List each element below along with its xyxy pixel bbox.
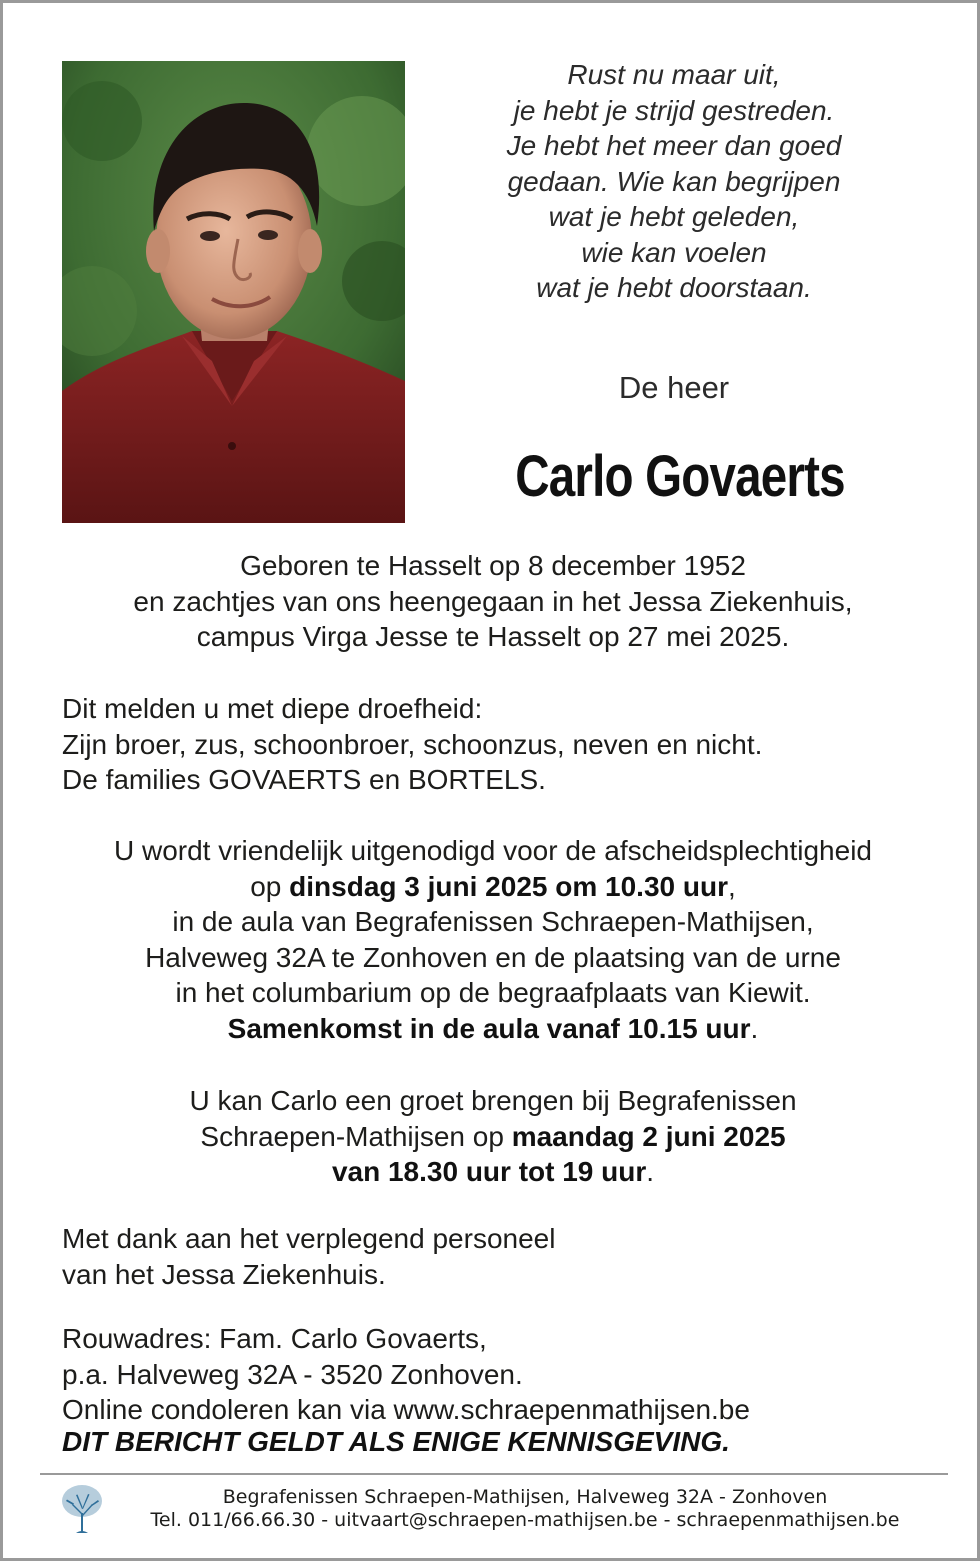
portrait-image (62, 61, 405, 523)
poem-line: wat je hebt doorstaan. (536, 272, 812, 303)
poem-line: Je hebt het meer dan goed (506, 130, 842, 161)
poem-line: je hebt je strijd gestreden. (513, 94, 835, 126)
visit-text: Schraepen-Mathijsen op (200, 1120, 512, 1152)
thanks-line: van het Jessa Ziekenhuis. (62, 1258, 386, 1290)
poem-line: wie kan voelen (581, 236, 767, 268)
ceremony-text: . (750, 1012, 759, 1044)
funeral-home-contact: Tel. 011/66.66.30 - uitvaart@schraepen-mathijsen.be - schraepenmathijsen.be (150, 1509, 900, 1531)
poem-line: gedaan. Wie kan begrijpen (507, 165, 841, 197)
ceremony-date: dinsdag 3 juni 2025 om 10.30 uur (289, 870, 728, 902)
ceremony-line: Halveweg 32A te Zonhoven en de plaatsing van de urne (145, 941, 841, 973)
official-notice: DIT BERICHT GELDT ALS ENIGE KENNISGEVING. (62, 1426, 730, 1457)
poem (455, 57, 893, 306)
announce-line: Zijn broer, zus, schoonbroer, schoonzus, neven en nicht. (62, 728, 763, 760)
portrait-photo (62, 61, 405, 523)
visit-date: maandag 2 juni 2025 (511, 1120, 786, 1152)
birth-line: campus Virga Jesse te Hasselt op 27 mei 2025. (196, 621, 790, 652)
announcement (62, 691, 942, 798)
tree-icon (60, 1483, 104, 1535)
visit-line (43, 1154, 943, 1190)
ceremony-line (43, 869, 943, 905)
birth-line: Geboren te Hasselt op 8 december 1952 (240, 550, 746, 581)
footer-divider (40, 1473, 948, 1475)
thanks (62, 1221, 942, 1292)
ceremony-text: op (250, 870, 290, 902)
ceremony-line: in de aula van Begrafenissen Schraepen-Mathijsen, (172, 906, 814, 937)
visit-details (43, 1083, 943, 1190)
deceased-name: Carlo Govaerts (515, 444, 845, 509)
ceremony-line: U wordt vriendelijk uitgenodigd voor de afscheidsplechtigheid (113, 835, 872, 866)
address-line: Online condoleren kan via www.schraepenmathijsen.be (62, 1394, 750, 1425)
poem-line: wat je hebt geleden, (548, 201, 800, 232)
address-line: p.a. Halveweg 32A - 3520 Zonhoven. (62, 1358, 523, 1390)
birth-line: en zachtjes van ons heengegaan in het Jessa Ziekenhuis, (133, 585, 853, 617)
ceremony-text: , (727, 870, 736, 902)
ceremony-details (43, 833, 943, 1046)
gathering-time: Samenkomst in de aula vanaf 10.15 uur (227, 1012, 751, 1044)
visit-time: van 18.30 uur tot 19 uur (331, 1156, 647, 1187)
visit-line (43, 1119, 943, 1155)
address-line: Rouwadres: Fam. Carlo Govaerts, (62, 1323, 487, 1354)
thanks-line: Met dank aan het verplegend personeel (62, 1223, 556, 1254)
funeral-home-info (107, 1486, 943, 1532)
mourning-address (62, 1321, 942, 1428)
announce-line: De families GOVAERTS en BORTELS. (62, 764, 546, 795)
ceremony-line (43, 1011, 943, 1047)
visit-text: . (646, 1156, 655, 1187)
visit-line: U kan Carlo een groet brengen bij Begrafenissen (189, 1085, 797, 1116)
poem-line: Rust nu maar uit, (567, 59, 781, 90)
announce-line: Dit melden u met diepe droefheid: (62, 693, 483, 724)
funeral-home-address: Begrafenissen Schraepen-Mathijsen, Halveweg 32A - Zonhoven (222, 1486, 828, 1508)
ceremony-line: in het columbarium op de begraafplaats van Kiewit. (175, 977, 811, 1008)
birth-death-details (43, 548, 943, 655)
title-prefix: De heer (618, 370, 730, 405)
